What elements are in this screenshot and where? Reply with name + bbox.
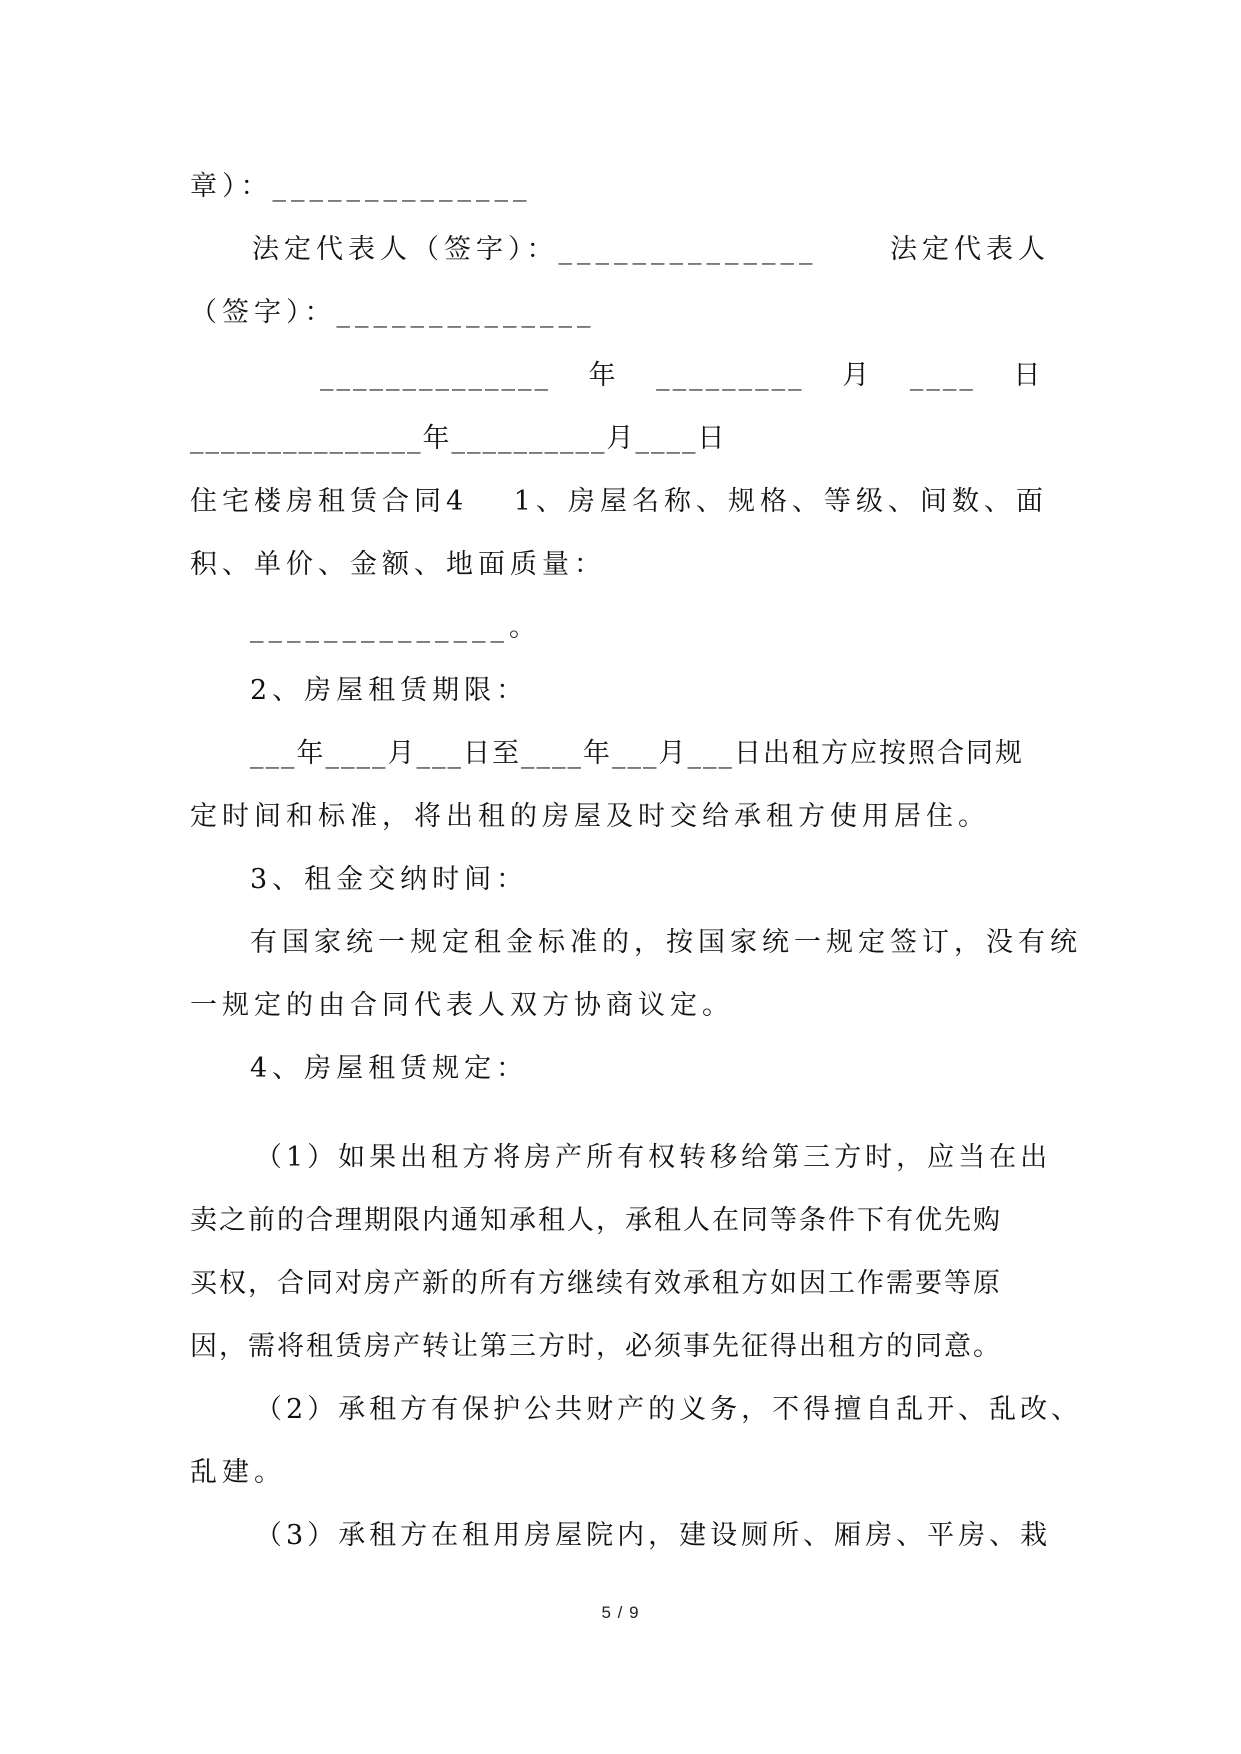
page-number: 5 / 9	[601, 1603, 640, 1622]
text-line: ______________。	[250, 612, 541, 643]
text-line: （签字）：______________	[190, 297, 596, 328]
clause-heading: 2、房屋租赁期限：	[250, 675, 529, 706]
text-line: 法定代表人（签字）：______________	[252, 234, 818, 265]
section-heading: 住宅楼房租赁合同4 1、房屋名称、规格、等级、间数、面	[190, 486, 1048, 517]
text-line: 因，需将租赁房产转让第三方时，必须事先征得出租方的同意。	[190, 1331, 1002, 1362]
text-line: ___年____月___日至____年___月___日出租方应按照合同规	[250, 738, 1024, 769]
clause-heading: 3、租金交纳时间：	[250, 864, 529, 895]
text-line: （3）承租方在租用房屋院内，建设厕所、厢房、平房、栽	[255, 1520, 1052, 1551]
date-line: ______________ 年 _________ 月 ____ 日	[320, 360, 1044, 391]
text-line: （2）承租方有保护公共财产的义务，不得擅自乱开、乱改、	[255, 1394, 1083, 1425]
text-line: （1）如果出租方将房产所有权转移给第三方时，应当在出	[255, 1142, 1052, 1173]
text-line: 有国家统一规定租金标准的，按国家统一规定签订，没有统	[250, 927, 1082, 958]
text-line: 法定代表人	[890, 234, 1050, 265]
clause-heading: 4、房屋租赁规定：	[250, 1053, 529, 1084]
text-line: 一规定的由合同代表人双方协商议定。	[190, 990, 734, 1021]
text-line: 积、单价、金额、地面质量：	[190, 549, 606, 580]
text-line: 定时间和标准，将出租的房屋及时交给承租方使用居住。	[190, 801, 990, 832]
text-line: 卖之前的合理期限内通知承租人，承租人在同等条件下有优先购	[190, 1205, 1002, 1236]
text-line: 章）：______________	[190, 171, 532, 202]
signature-row	[252, 233, 1050, 267]
text-line: 买权，合同对房产新的所有方继续有效承租方如因工作需要等原	[190, 1268, 1002, 1299]
text-line: 乱建。	[190, 1457, 286, 1488]
date-line: _______________年__________月____日	[190, 423, 727, 454]
